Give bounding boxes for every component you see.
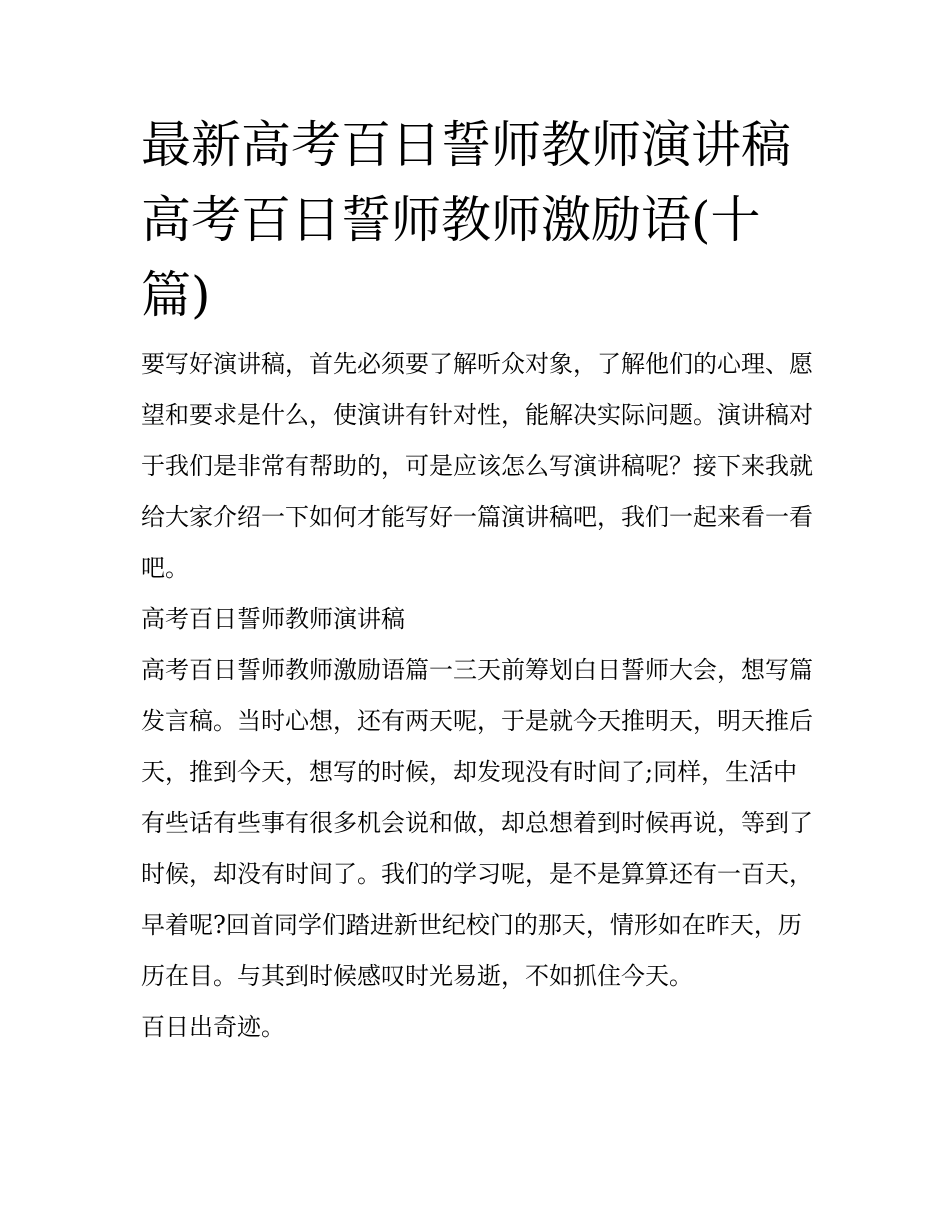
body-paragraph: 高考百日誓师教师激励语篇一三天前筹划白日誓师大会，想写篇发言稿。当时心想，还有两天呢，于是就今天推明天，明天推后天，推到今天，想写的时候，却发现没有时间了;同样，生活中有些话有些事有很多机会说和做，却总想着到时候再说，等到了时候，却没有时间了。我们的学习呢，是不是算算还有一百天，早着呢?回首同学们踏进新世纪校门的那天，情形如在昨天，历历在目。与其到时候感叹时光易逝，不如抓住今天。 [141, 656, 813, 990]
section-heading: 高考百日誓师教师演讲稿 [141, 605, 405, 633]
document-content [141, 108, 821, 1053]
closing-line: 百日出奇迹。 [141, 1013, 285, 1041]
intro-paragraph: 要写好演讲稿，首先必须要了解听众对象，了解他们的心理、愿望和要求是什么，使演讲有针对性，能解决实际问题。演讲稿对于我们是非常有帮助的，可是应该怎么写演讲稿呢？接下来我就给大家介绍一下如何才能写好一篇演讲稿吧，我们一起来看一看吧。 [141, 350, 813, 582]
document-title: 最新高考百日誓师教师演讲稿高考百日誓师教师激励语(十篇) [141, 116, 791, 324]
